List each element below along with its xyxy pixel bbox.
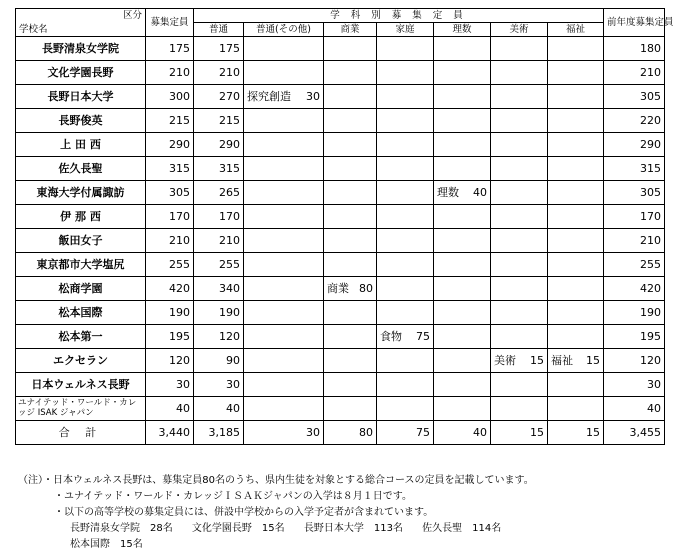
dept-shogyo-cell	[324, 229, 377, 253]
school-name: 長野清泉女学院	[16, 37, 146, 61]
dept-other-cell	[244, 229, 324, 253]
table-row	[16, 229, 665, 253]
header-school-label: 学校名	[19, 23, 48, 35]
dept-futsu-cell: 215	[194, 109, 244, 133]
school-name: 長野日本大学	[16, 85, 146, 109]
notes-section	[18, 473, 534, 553]
dept-futsu-cell: 340	[194, 277, 244, 301]
dept-shogyo-cell	[324, 85, 377, 109]
capacity-cell: 30	[146, 373, 194, 397]
table-row	[16, 85, 665, 109]
dept-bijutsu-cell	[491, 253, 548, 277]
dept-shogyo-cell	[324, 277, 377, 301]
prev-capacity-cell: 315	[604, 157, 665, 181]
dept-futsu-cell: 270	[194, 85, 244, 109]
dept-bijutsu-cell	[491, 349, 548, 373]
school-name: 日本ウェルネス長野	[16, 373, 146, 397]
capacity-cell: 210	[146, 229, 194, 253]
dept-shogyo-cell	[324, 61, 377, 85]
dept-count: 80	[359, 282, 373, 295]
prev-capacity-cell: 305	[604, 181, 665, 205]
dept-katei-cell	[377, 349, 434, 373]
header-faculty-group: 学 科 別 募 集 定 員	[194, 9, 604, 23]
dept-name: 理数	[437, 186, 459, 199]
dept-bijutsu-cell	[491, 109, 548, 133]
total-label: 合 計	[16, 421, 146, 445]
prev-capacity-cell: 420	[604, 277, 665, 301]
prev-capacity-cell: 190	[604, 301, 665, 325]
dept-katei-cell	[377, 109, 434, 133]
school-name: 松本国際	[16, 301, 146, 325]
dept-other-cell	[244, 397, 324, 421]
dept-risu-cell	[434, 181, 491, 205]
prev-capacity-cell: 40	[604, 397, 665, 421]
dept-other-cell	[244, 349, 324, 373]
dept-katei-cell	[377, 205, 434, 229]
dept-bijutsu-cell	[491, 397, 548, 421]
dept-shogyo-cell	[324, 253, 377, 277]
capacity-cell: 300	[146, 85, 194, 109]
school-name: 飯田女子	[16, 229, 146, 253]
dept-shogyo-cell	[324, 205, 377, 229]
dept-name: 福祉	[551, 354, 573, 367]
capacity-cell: 190	[146, 301, 194, 325]
capacity-cell: 255	[146, 253, 194, 277]
capacity-cell: 40	[146, 397, 194, 421]
dept-risu-cell	[434, 373, 491, 397]
dept-fukushi-cell	[548, 349, 604, 373]
capacity-cell: 420	[146, 277, 194, 301]
dept-katei-cell	[377, 373, 434, 397]
table-row	[16, 253, 665, 277]
school-name: 松商学園	[16, 277, 146, 301]
dept-other-cell	[244, 61, 324, 85]
school-name: 伊 那 西	[16, 205, 146, 229]
note-school: 長野日本大学 113名	[303, 523, 403, 534]
table-row	[16, 205, 665, 229]
dept-risu-cell	[434, 37, 491, 61]
table-row	[16, 277, 665, 301]
capacity-cell: 195	[146, 325, 194, 349]
dept-shogyo-cell	[324, 133, 377, 157]
header-col-shogyo: 商業	[324, 23, 377, 37]
header-kubun: 区分	[122, 10, 142, 21]
dept-other-cell	[244, 37, 324, 61]
capacity-cell: 170	[146, 205, 194, 229]
dept-futsu-cell: 90	[194, 349, 244, 373]
table-row	[16, 61, 665, 85]
school-name: 文化学園長野	[16, 61, 146, 85]
dept-shogyo-cell	[324, 301, 377, 325]
dept-name: 商業	[327, 282, 349, 295]
dept-futsu-cell: 315	[194, 157, 244, 181]
dept-fukushi-cell	[548, 37, 604, 61]
capacity-cell: 305	[146, 181, 194, 205]
header-capacity: 募集定員	[146, 9, 194, 37]
dept-risu-cell	[434, 133, 491, 157]
table-row	[16, 133, 665, 157]
dept-bijutsu-cell	[491, 133, 548, 157]
dept-shogyo-cell	[324, 397, 377, 421]
dept-name: 食物	[380, 330, 402, 343]
capacity-cell: 120	[146, 349, 194, 373]
dept-other-cell	[244, 109, 324, 133]
note-line-3: ・以下の高等学校の募集定員には、併設中学校からの入学予定者が含まれています。	[54, 507, 434, 518]
dept-fukushi-cell	[548, 133, 604, 157]
capacity-cell: 175	[146, 37, 194, 61]
dept-fukushi-cell	[548, 229, 604, 253]
table-row	[16, 109, 665, 133]
dept-futsu-cell: 210	[194, 61, 244, 85]
dept-bijutsu-cell	[491, 301, 548, 325]
dept-count: 75	[416, 330, 430, 343]
table-row	[16, 325, 665, 349]
dept-fukushi-cell	[548, 61, 604, 85]
note-schools-line-2	[18, 537, 534, 553]
total-prev: 3,455	[604, 421, 665, 445]
note-line-1: （注）・日本ウェルネス長野は、募集定員80名のうち、県内生徒を対象とする総合コースの定員を記載しています。	[18, 475, 534, 486]
table-row	[16, 37, 665, 61]
dept-risu-cell	[434, 277, 491, 301]
table-row	[16, 181, 665, 205]
dept-fukushi-cell	[548, 373, 604, 397]
dept-shogyo-cell	[324, 37, 377, 61]
total-fukushi: 15	[548, 421, 604, 445]
dept-shogyo-cell	[324, 325, 377, 349]
capacity-cell: 315	[146, 157, 194, 181]
school-name: 長野俊英	[16, 109, 146, 133]
dept-bijutsu-cell	[491, 373, 548, 397]
prev-capacity-cell: 255	[604, 253, 665, 277]
dept-katei-cell	[377, 325, 434, 349]
header-col-fukushi: 福祉	[548, 23, 604, 37]
dept-katei-cell	[377, 229, 434, 253]
dept-fukushi-cell	[548, 109, 604, 133]
header-col-bijutsu: 美術	[491, 23, 548, 37]
total-row	[16, 421, 665, 445]
table-row	[16, 397, 665, 421]
dept-risu-cell	[434, 397, 491, 421]
total-shogyo: 80	[324, 421, 377, 445]
prev-capacity-cell: 180	[604, 37, 665, 61]
dept-futsu-cell: 210	[194, 229, 244, 253]
table-row	[16, 373, 665, 397]
prev-capacity-cell: 210	[604, 61, 665, 85]
dept-futsu-cell: 290	[194, 133, 244, 157]
dept-count: 15	[530, 354, 544, 367]
prev-capacity-cell: 120	[604, 349, 665, 373]
table-row	[16, 301, 665, 325]
dept-futsu-cell: 190	[194, 301, 244, 325]
dept-count: 40	[473, 186, 487, 199]
dept-futsu-cell: 255	[194, 253, 244, 277]
school-name: 東海大学付属諏訪	[16, 181, 146, 205]
dept-count: 30	[306, 90, 320, 103]
dept-risu-cell	[434, 157, 491, 181]
dept-risu-cell	[434, 349, 491, 373]
note-line-2: ・ユナイテッド・ワールド・カレッジＩＳＡＫジャパンの入学は８月１日です。	[54, 491, 412, 502]
dept-katei-cell	[377, 277, 434, 301]
prev-capacity-cell: 290	[604, 133, 665, 157]
dept-risu-cell	[434, 61, 491, 85]
dept-risu-cell	[434, 205, 491, 229]
table-row	[16, 349, 665, 373]
prev-capacity-cell: 220	[604, 109, 665, 133]
note-school: 長野清泉女学院 28名	[70, 523, 173, 534]
dept-bijutsu-cell	[491, 85, 548, 109]
dept-fukushi-cell	[548, 253, 604, 277]
prev-capacity-cell: 210	[604, 229, 665, 253]
total-capacity: 3,440	[146, 421, 194, 445]
dept-katei-cell	[377, 37, 434, 61]
school-name: ユナイテッド・ワールド・カレッジ ISAK ジャパン	[16, 397, 146, 421]
prev-capacity-cell: 170	[604, 205, 665, 229]
dept-bijutsu-cell	[491, 325, 548, 349]
dept-shogyo-cell	[324, 373, 377, 397]
dept-other-cell	[244, 373, 324, 397]
dept-fukushi-cell	[548, 277, 604, 301]
header-row-1	[16, 9, 665, 23]
dept-futsu-cell: 40	[194, 397, 244, 421]
dept-bijutsu-cell	[491, 277, 548, 301]
dept-other-cell	[244, 253, 324, 277]
header-col-katei: 家庭	[377, 23, 434, 37]
dept-katei-cell	[377, 301, 434, 325]
dept-fukushi-cell	[548, 397, 604, 421]
dept-other-cell	[244, 277, 324, 301]
dept-katei-cell	[377, 61, 434, 85]
dept-risu-cell	[434, 253, 491, 277]
capacity-cell: 290	[146, 133, 194, 157]
prev-capacity-cell: 305	[604, 85, 665, 109]
dept-katei-cell	[377, 181, 434, 205]
dept-futsu-cell: 120	[194, 325, 244, 349]
dept-other-cell	[244, 301, 324, 325]
dept-other-cell	[244, 85, 324, 109]
header-col-futsu: 普通	[194, 23, 244, 37]
dept-shogyo-cell	[324, 181, 377, 205]
dept-name: 探究創造	[247, 90, 291, 103]
dept-bijutsu-cell	[491, 205, 548, 229]
capacity-cell: 215	[146, 109, 194, 133]
school-name: エクセラン	[16, 349, 146, 373]
dept-risu-cell	[434, 229, 491, 253]
dept-other-cell	[244, 205, 324, 229]
dept-futsu-cell: 265	[194, 181, 244, 205]
dept-katei-cell	[377, 397, 434, 421]
dept-risu-cell	[434, 301, 491, 325]
dept-fukushi-cell	[548, 157, 604, 181]
dept-fukushi-cell	[548, 325, 604, 349]
dept-risu-cell	[434, 109, 491, 133]
dept-risu-cell	[434, 325, 491, 349]
dept-name: 美術	[494, 354, 516, 367]
dept-count: 15	[586, 354, 601, 367]
capacity-cell: 210	[146, 61, 194, 85]
prev-capacity-cell: 30	[604, 373, 665, 397]
header-prev-capacity: 前年度募集定員	[604, 9, 665, 37]
enrollment-table	[15, 8, 674, 445]
dept-katei-cell	[377, 133, 434, 157]
dept-bijutsu-cell	[491, 61, 548, 85]
dept-other-cell	[244, 157, 324, 181]
dept-risu-cell	[434, 85, 491, 109]
prev-capacity-cell: 195	[604, 325, 665, 349]
note-schools-line-1	[18, 521, 534, 537]
header-kubun-school	[16, 9, 146, 37]
total-katei: 75	[377, 421, 434, 445]
dept-bijutsu-cell	[491, 37, 548, 61]
dept-bijutsu-cell	[491, 229, 548, 253]
dept-fukushi-cell	[548, 85, 604, 109]
dept-futsu-cell: 175	[194, 37, 244, 61]
dept-katei-cell	[377, 85, 434, 109]
note-school: 文化学園長野 15名	[191, 523, 285, 534]
dept-shogyo-cell	[324, 157, 377, 181]
note-school: 佐久長聖 114名	[422, 523, 502, 534]
header-col-risu: 理数	[434, 23, 491, 37]
school-name: 佐久長聖	[16, 157, 146, 181]
total-bijutsu: 15	[491, 421, 548, 445]
dept-shogyo-cell	[324, 109, 377, 133]
school-name: 東京都市大学塩尻	[16, 253, 146, 277]
dept-bijutsu-cell	[491, 181, 548, 205]
dept-futsu-cell: 30	[194, 373, 244, 397]
dept-fukushi-cell	[548, 301, 604, 325]
total-futsu: 3,185	[194, 421, 244, 445]
dept-katei-cell	[377, 253, 434, 277]
note-school: 松本国際 15名	[70, 539, 143, 550]
total-other: 30	[244, 421, 324, 445]
total-risu: 40	[434, 421, 491, 445]
school-name: 上 田 西	[16, 133, 146, 157]
dept-other-cell	[244, 325, 324, 349]
dept-fukushi-cell	[548, 181, 604, 205]
header-col-other: 普通(その他)	[244, 23, 324, 37]
school-name: 松本第一	[16, 325, 146, 349]
dept-other-cell	[244, 133, 324, 157]
dept-fukushi-cell	[548, 205, 604, 229]
dept-other-cell	[244, 181, 324, 205]
table-row	[16, 157, 665, 181]
dept-futsu-cell: 170	[194, 205, 244, 229]
dept-katei-cell	[377, 157, 434, 181]
dept-shogyo-cell	[324, 349, 377, 373]
dept-bijutsu-cell	[491, 157, 548, 181]
